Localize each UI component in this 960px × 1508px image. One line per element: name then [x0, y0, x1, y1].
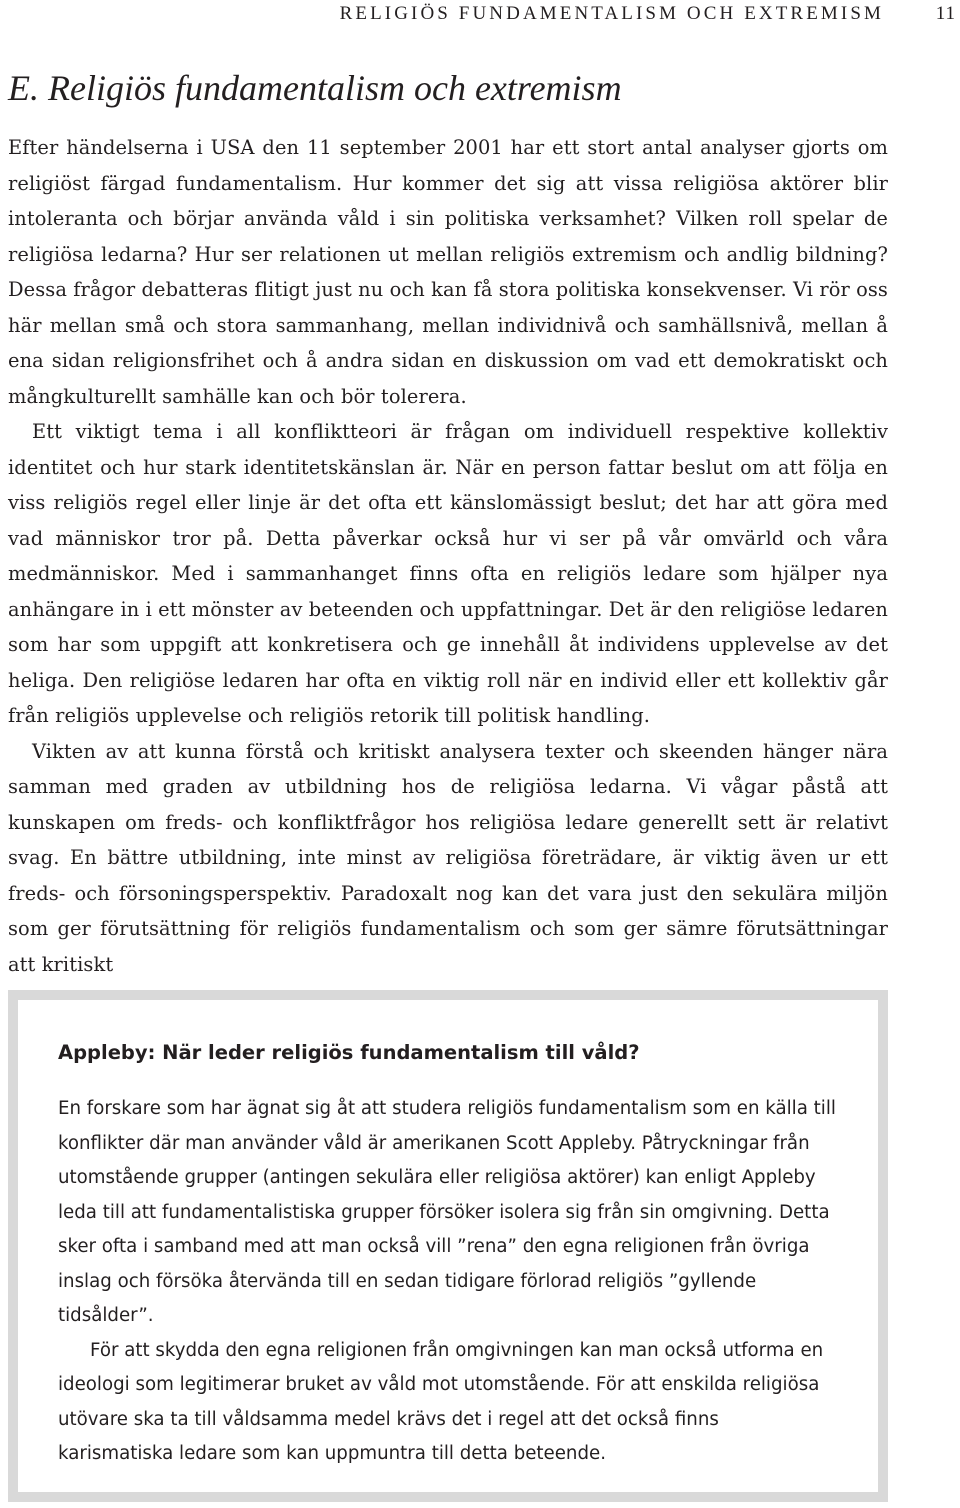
body-text: [8, 130, 888, 982]
page-number: 11: [935, 3, 956, 24]
body-paragraph-2: Ett viktigt tema i all konfliktteori är frågan om individuell respektive kollektiv identitet och hur stark identitetskänslan är. När en person fattar beslut om att följa en viss religiös regel eller linje är det ofta ett känslomässigt beslut; det har att göra med vad människor tror på. Detta påverkar också hur vi ser på vår omvärld och våra medmänniskor. Med i sammanhanget finns ofta en religiös ledare som hjälper nya anhängare in i ett mönster av beteenden och uppfattningar. Det är den religiöse ledaren som har som uppgift att konkretisera och ge innehåll åt individens upplevelse av det heliga. Den religiöse ledaren har ofta en viktig roll när en individ eller ett kollektiv går från religiös upplevelse och religiös retorik till politisk handling.: [8, 420, 889, 727]
sidebar-paragraph-2: För att skydda den egna religionen från omgivningen kan man också utforma en ideologi som legitimerar bruket av våld mot utomstående. För att enskilda religiösa utövare ska ta till våldsamma medel krävs det i regel att det också finns karismatiska ledare som kan uppmuntra till detta beteende.: [58, 1339, 824, 1464]
sidebar-paragraph-1: En forskare som har ägnat sig åt att studera religiös fundamentalism som en källa till konflikter där man använder våld är amerikanen Scott Appleby. Påtryckningar från utomstående grupper (antingen sekulära eller religiösa aktörer) kan enligt Appleby leda till att fundamentalistiska grupper försöker isolera sig från sin omgivning. Detta sker ofta i samband med att man också vill ”rena” den egna religionen från övriga inslag och försöka återvända till en sedan tidigare förlorad religiös ”gyllende tidsålder”.: [58, 1098, 836, 1326]
sidebar-box: [8, 990, 888, 1502]
body-paragraph-3: Vikten av att kunna förstå och kritiskt analysera texter och skeenden hänger nära samman med graden av utbildning hos de religiösa ledarna. Vi vågar påstå att kunskapen om freds- och konfliktfrågor hos religiösa ledare generellt sett är relativt svag. En bättre utbildning, inte minst av religiösa företrädare, är viktig även ur ett freds- och försoningsperspektiv. Paradoxalt nog kan det vara just den sekulära miljön som ger förutsättning för religiös fundamentalism och som ger sämre förutsättningar att kritiskt: [8, 739, 888, 976]
sidebar-inner: [18, 1000, 878, 1492]
running-head: [0, 0, 960, 30]
section-heading: E. Religiös fundamentalism och extremism: [8, 68, 622, 108]
sidebar-body: [58, 1092, 838, 1472]
running-title: RELIGIÖS FUNDAMENTALISM OCH EXTREMISM: [339, 3, 884, 24]
body-paragraph-1: Efter händelserna i USA den 11 september 2001 har ett stort antal analyser gjorts om religiöst färgad fundamentalism. Hur kommer det sig att vissa religiösa aktörer blir intoleranta och börjar använda våld i sin politiska verksamhet? Vilken roll spelar de religiösa ledarna? Hur ser relationen ut mellan religiös extremism och andlig bildning? Dessa frågor debatteras flitigt just nu och kan få stora politiska konsekvenser. Vi rör oss här mellan små och stora sammanhang, mellan individnivå och samhällsnivå, mellan å ena sidan religionsfrihet och å andra sidan en diskussion om vad ett demokratiskt och mångkulturellt samhälle kan och bör tolerera.: [8, 136, 888, 408]
sidebar-title: Appleby: När leder religiös fundamentalism till våld?: [58, 1041, 640, 1064]
